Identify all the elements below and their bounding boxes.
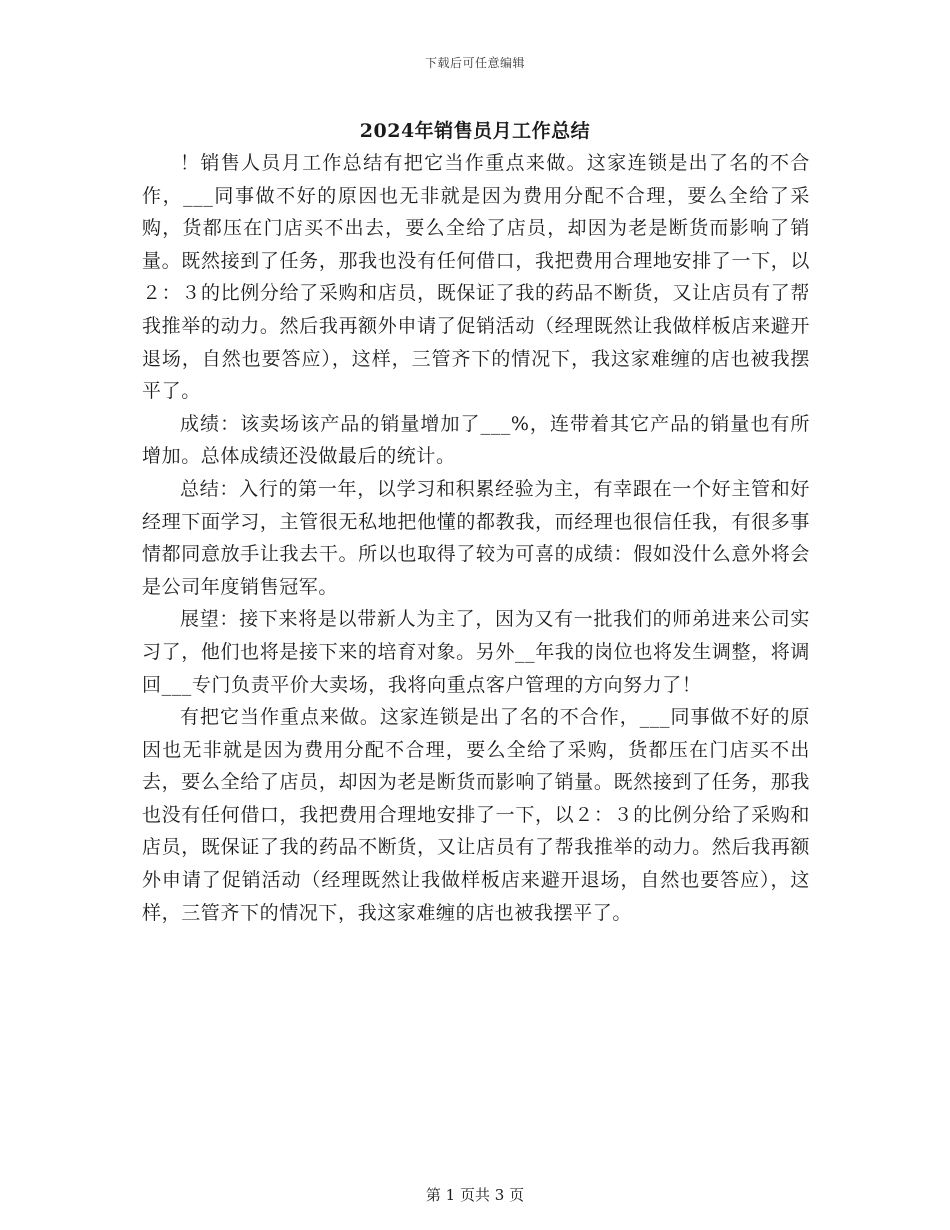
document-title: 2024年销售员月工作总结	[359, 120, 591, 142]
document-body	[142, 147, 810, 929]
paragraph-intro: ！销售人员月工作总结有把它当作重点来做。这家连锁是出了名的不合作，___同事做不好的原因也无非就是因为费用分配不合理，要么全给了采购，货都压在门店买不出去，要么全给了店员，却因为老是断货而影响了销量。既然接到了任务，那我也没有任何借口，我把费用合理地安排了一下，以２：３的比例分给了采购和店员，既保证了我的药品不断货，又让店员有了帮我推举的动力。然后我再额外申请了促销活动（经理既然让我做样板店来避开退场，自然也要答应），这样，三管齐下的情况下，我这家难缠的店也被我摆平了。	[142, 152, 810, 403]
paragraph-results: 成绩：该卖场该产品的销量增加了___%，连带着其它产品的销量也有所增加。总体成绩还没做最后的统计。	[142, 412, 810, 468]
paragraph-summary: 总结：入行的第一年，以学习和积累经验为主，有幸跟在一个好主管和好经理下面学习，主管很无私地把他懂的都教我，而经理也很信任我，有很多事情都同意放手让我去干。所以也取得了较为可喜的成绩：假如没什么意外将会是公司年度销售冠军。	[142, 477, 810, 598]
header-note: 下载后可任意编辑	[424, 56, 525, 70]
paragraph-repeat: 有把它当作重点来做。这家连锁是出了名的不合作，___同事做不好的原因也无非就是因为费用分配不合理，要么全给了采购，货都压在门店买不出去，要么全给了店员，却因为老是断货而影响了销量。既然接到了任务，那我也没有任何借口，我把费用合理地安排了一下，以２：３的比例分给了采购和店员，既保证了我的药品不断货，又让店员有了帮我推举的动力。然后我再额外申请了促销活动（经理既然让我做样板店来避开退场，自然也要答应），这样，三管齐下的情况下，我这家难缠的店也被我摆平了。	[142, 706, 810, 924]
page-number: 第 1 页共 3 页	[425, 1186, 525, 1204]
paragraph-outlook: 展望：接下来将是以带新人为主了，因为又有一批我们的师弟进来公司实习了，他们也将是接下来的培育对象。另外__年我的岗位也将发生调整，将调回___专门负责平价大卖场，我将向重点客户管理的方向努力了！	[142, 608, 810, 696]
